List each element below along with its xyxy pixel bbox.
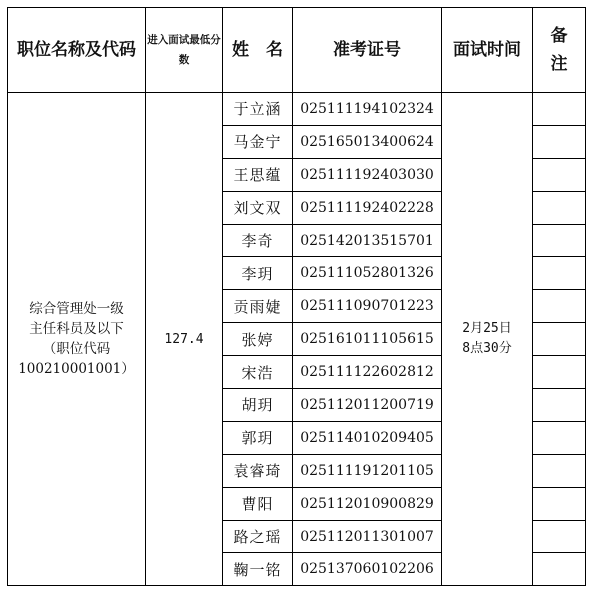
header-position: 职位名称及代码 bbox=[8, 8, 146, 93]
remark-cell bbox=[533, 257, 586, 290]
candidate-name: 张婷 bbox=[223, 323, 293, 356]
candidate-exam-id: 025111090701223 bbox=[293, 290, 442, 323]
candidate-name: 曹阳 bbox=[223, 487, 293, 520]
position-text-line1: 综合管理处一级 bbox=[29, 301, 124, 318]
remark-cell bbox=[533, 421, 586, 454]
interview-time-cell bbox=[442, 93, 533, 586]
position-text-line3: （职位代码 bbox=[42, 341, 111, 358]
header-row bbox=[8, 8, 586, 93]
candidate-exam-id: 025111052801326 bbox=[293, 257, 442, 290]
interview-time-line1: 2月25日 bbox=[462, 321, 512, 337]
candidate-name: 于立涵 bbox=[223, 93, 293, 126]
remark-cell bbox=[533, 487, 586, 520]
remark-cell bbox=[533, 125, 586, 158]
header-remark: 备注 bbox=[533, 8, 586, 93]
candidate-name: 郭玥 bbox=[223, 421, 293, 454]
remark-cell bbox=[533, 520, 586, 553]
remark-cell bbox=[533, 356, 586, 389]
candidate-name: 袁睿琦 bbox=[223, 454, 293, 487]
candidate-exam-id: 025165013400624 bbox=[293, 125, 442, 158]
candidate-name: 胡玥 bbox=[223, 389, 293, 422]
candidate-name: 宋浩 bbox=[223, 356, 293, 389]
position-text-line4: 100210001001） bbox=[18, 361, 135, 378]
remark-cell bbox=[533, 191, 586, 224]
candidate-name: 路之瑶 bbox=[223, 520, 293, 553]
candidate-name: 贡雨婕 bbox=[223, 290, 293, 323]
candidate-table bbox=[7, 7, 586, 586]
remark-cell bbox=[533, 290, 586, 323]
remark-cell bbox=[533, 389, 586, 422]
candidate-exam-id: 025161011105615 bbox=[293, 323, 442, 356]
candidate-exam-id: 025142013515701 bbox=[293, 224, 442, 257]
candidate-name: 李奇 bbox=[223, 224, 293, 257]
candidate-exam-id: 025137060102206 bbox=[293, 553, 442, 586]
remark-cell bbox=[533, 323, 586, 356]
remark-cell bbox=[533, 553, 586, 586]
position-cell bbox=[8, 93, 146, 586]
candidate-exam-id: 025111122602812 bbox=[293, 356, 442, 389]
interview-time-line2: 8点30分 bbox=[462, 341, 512, 357]
min-score-cell: 127.4 bbox=[146, 93, 223, 586]
candidate-exam-id: 025114010209405 bbox=[293, 421, 442, 454]
position-text-line2: 主任科员及以下 bbox=[29, 321, 124, 338]
candidate-exam-id: 025112010900829 bbox=[293, 487, 442, 520]
candidate-exam-id: 025112011301007 bbox=[293, 520, 442, 553]
remark-cell bbox=[533, 93, 586, 126]
table-row bbox=[8, 93, 586, 126]
candidate-exam-id: 025111192403030 bbox=[293, 158, 442, 191]
header-time: 面试时间 bbox=[442, 8, 533, 93]
remark-cell bbox=[533, 224, 586, 257]
candidate-exam-id: 025112011200719 bbox=[293, 389, 442, 422]
candidate-exam-id: 025111194102324 bbox=[293, 93, 442, 126]
header-name: 姓 名 bbox=[223, 8, 293, 93]
remark-cell bbox=[533, 454, 586, 487]
remark-cell bbox=[533, 158, 586, 191]
candidate-exam-id: 025111191201105 bbox=[293, 454, 442, 487]
candidate-name: 王思蕴 bbox=[223, 158, 293, 191]
header-min-score: 进入面试最低分数 bbox=[146, 8, 223, 93]
candidate-name: 李玥 bbox=[223, 257, 293, 290]
candidate-name: 鞠一铭 bbox=[223, 553, 293, 586]
candidate-name: 刘文双 bbox=[223, 191, 293, 224]
candidate-name: 马金宁 bbox=[223, 125, 293, 158]
header-exam-id: 准考证号 bbox=[293, 8, 442, 93]
candidate-exam-id: 025111192402228 bbox=[293, 191, 442, 224]
